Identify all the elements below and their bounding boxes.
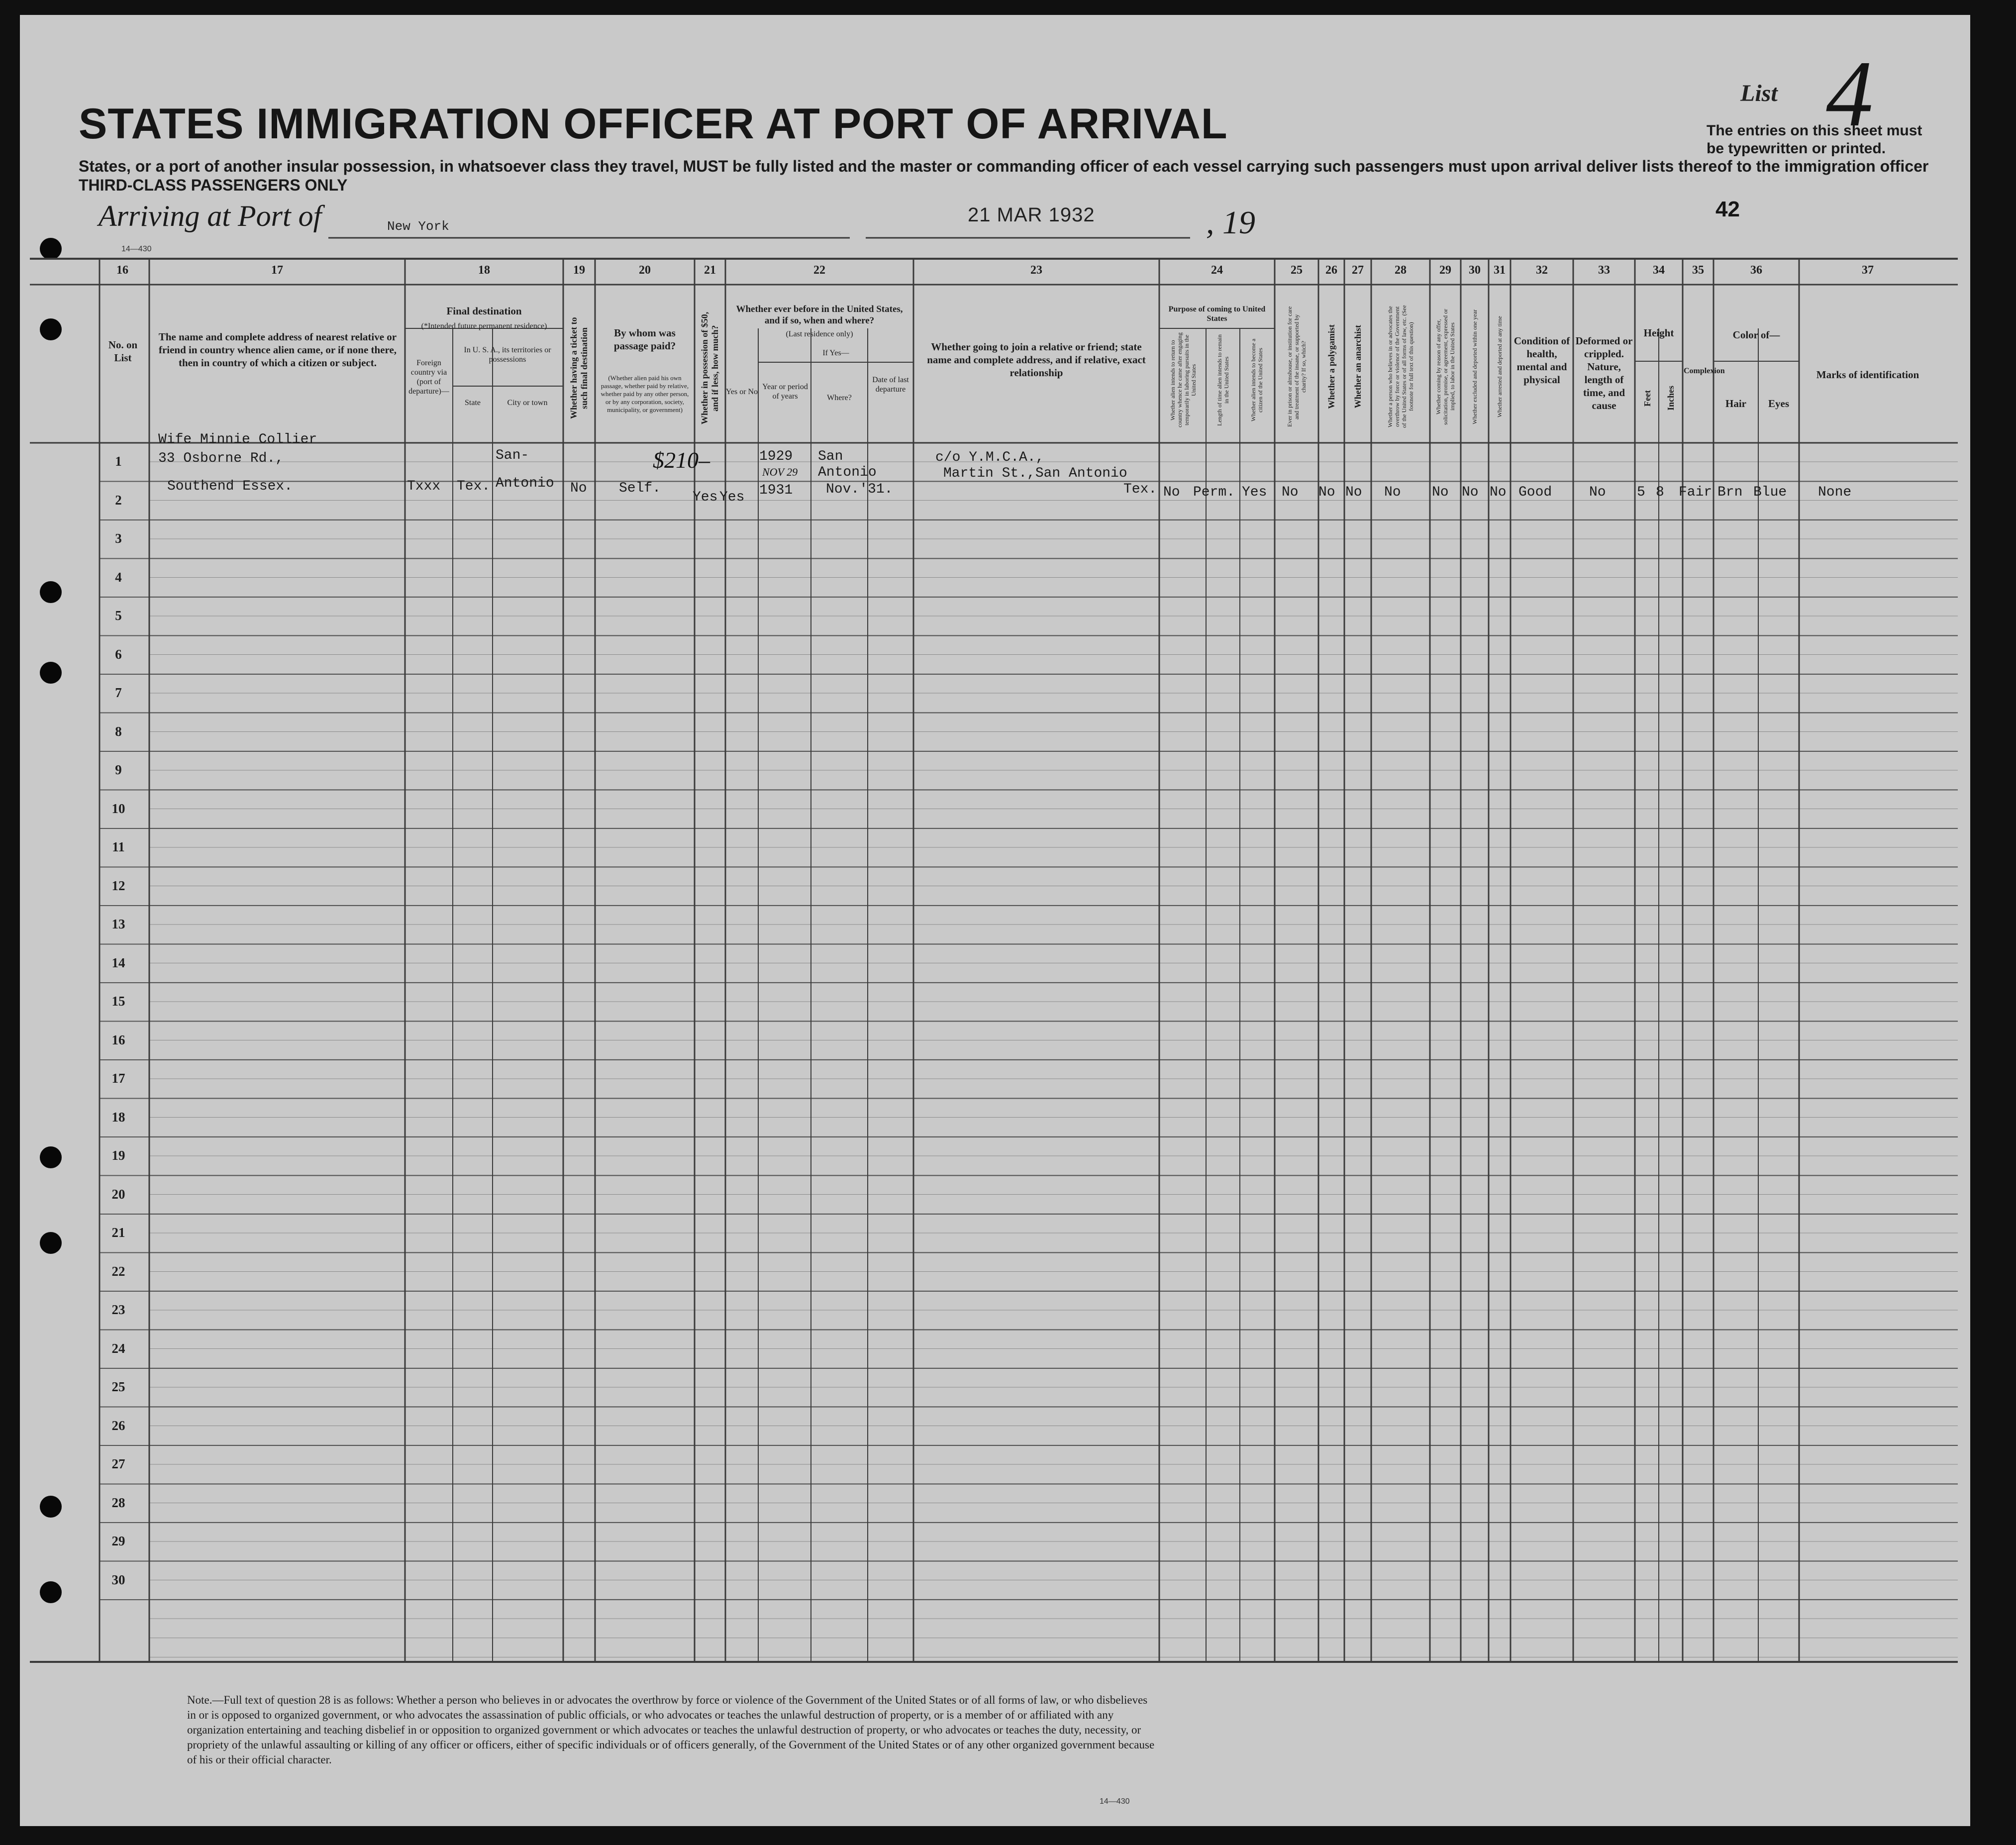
entry-complexion: Fair <box>1679 485 1713 500</box>
typed-note-line2: be typewritten or printed. <box>1707 140 1886 157</box>
row-number: 29 <box>111 1534 125 1548</box>
passenger-class-line: THIRD-CLASS PASSENGERS ONLY <box>79 176 348 194</box>
entry-q28: No <box>1384 485 1401 500</box>
header-deformed: Deformed or crippled. Nature, length of time, and cause <box>1575 335 1633 411</box>
entry-relative-line1: Wife Minnie Collier <box>158 432 317 447</box>
page-number: 42 <box>1715 197 1740 221</box>
entry-joining-line2: Martin St.,San Antonio <box>943 466 1127 481</box>
row-number: 19 <box>111 1148 125 1163</box>
list-number: 4 <box>1826 42 1873 146</box>
header-hair: Hair <box>1725 398 1746 410</box>
row-number: 7 <box>115 685 122 700</box>
entry-years-line1: 1929 <box>759 449 793 464</box>
header-list-number: No. on List <box>108 339 138 364</box>
entry-joining-line1: c/o Y.M.C.A., <box>935 450 1044 465</box>
entry-q31: No <box>1490 485 1507 500</box>
entry-hair: Brn <box>1717 485 1743 500</box>
colnum-28: 28 <box>1395 264 1407 277</box>
header-height: Height <box>1643 327 1674 339</box>
header-citizen-intent <box>1240 331 1274 429</box>
header-where: Where? <box>827 394 852 402</box>
row-number: 14 <box>111 955 125 970</box>
entry-polygamist: No <box>1318 485 1335 500</box>
row-number: 27 <box>111 1456 125 1471</box>
entry-years-annotation: NOV 29 <box>762 466 798 478</box>
row-number: 2 <box>115 492 122 508</box>
colnum-19: 19 <box>573 264 585 277</box>
header-length-of-stay-text: Length of time alien intends to remain in the United States <box>1216 334 1230 426</box>
colnum-27: 27 <box>1352 264 1364 277</box>
header-q28-text: Whether a person who believes in or advocates the overthrow by force or violence of the Government of the United States or of all forms of law, etc. (See footnote for full text of this question) <box>1387 305 1414 428</box>
colnum-16: 16 <box>116 264 128 277</box>
header-ticket-text: Whether having a ticket to such final destination <box>569 317 589 419</box>
row-number: 6 <box>115 646 122 662</box>
header-polygamist-text: Whether a polygamist <box>1326 324 1336 409</box>
header-final-destination-sub: (*Intended future permanent residence) <box>421 322 547 330</box>
colnum-22: 22 <box>813 264 825 277</box>
header-polygamist <box>1319 305 1343 429</box>
entry-foreign-country: Txxx <box>407 479 441 494</box>
form-code: 14—430 <box>121 245 152 253</box>
entry-ticket: No <box>570 481 587 496</box>
header-before-in-us: Whether ever before in the United States, and if so, when and where? <box>736 304 903 326</box>
row-number: 13 <box>111 917 125 931</box>
entry-city-line1: San- <box>496 448 529 463</box>
header-feet <box>1636 368 1659 428</box>
entry-inches: 8 <box>1656 485 1664 500</box>
entry-before-in-us: Yes <box>719 490 745 505</box>
header-return-intent <box>1160 331 1206 429</box>
entry-joining-line3: Tex. <box>1123 482 1157 497</box>
row-number: 30 <box>111 1572 125 1587</box>
list-label: List <box>1740 80 1778 106</box>
header-money-text: Whether in possession of $50, and if less, how much? <box>700 311 720 425</box>
header-q31-text: Whether arrested and deported at any time <box>1496 316 1503 417</box>
entry-anarchist: No <box>1345 485 1362 500</box>
row-number: 3 <box>115 531 122 546</box>
header-health: Condition of health, mental and physical <box>1513 335 1570 386</box>
entry-marks: None <box>1818 485 1852 500</box>
row-number: 16 <box>111 1032 125 1047</box>
header-marks: Marks of identification <box>1816 369 1919 381</box>
header-inches <box>1660 368 1682 428</box>
row-number: 12 <box>111 878 125 893</box>
footnote-code: 14—430 <box>1100 1797 1130 1806</box>
header-complexion: Complexion <box>1684 367 1725 375</box>
header-nearest-relative: The name and complete address of nearest relative or friend in country whence alien came, or if none there, then in country of which a citizen or subject. <box>158 331 397 369</box>
row-number: 17 <box>111 1071 125 1086</box>
colnum-34: 34 <box>1653 264 1665 277</box>
header-state: State <box>465 399 481 407</box>
colnum-30: 30 <box>1469 264 1481 277</box>
row-number: 26 <box>111 1418 125 1433</box>
entry-become-citizen: Yes <box>1242 485 1267 500</box>
colnum-25: 25 <box>1291 264 1303 277</box>
header-year-period: Year or period of years <box>762 383 808 401</box>
header-foreign-country: Foreign country via (port of departure)— <box>408 359 449 396</box>
colnum-23: 23 <box>1030 264 1042 277</box>
entry-q30: No <box>1462 485 1479 500</box>
entry-deformed: No <box>1589 485 1606 500</box>
header-anarchist-text: Whether an anarchist <box>1352 325 1363 409</box>
entry-state: Tex. <box>457 479 491 494</box>
header-q31 <box>1490 305 1510 429</box>
header-return-intent-text: Whether alien intends to return to country whence he came after engaging temporarily in laboring pursuits in the United States <box>1169 332 1197 428</box>
header-passage-paid-sub: (Whether alien paid his own passage, whether paid by relative, whether paid by any other person, or by any corporation, society, municipality, or government) <box>601 374 689 413</box>
row-number: 22 <box>111 1263 125 1279</box>
colnum-17: 17 <box>271 264 283 277</box>
entry-relative-line2: 33 Osborne Rd., <box>158 451 284 466</box>
entry-city-line2: Antonio <box>496 476 554 491</box>
row-number: 23 <box>111 1302 125 1317</box>
row-number: 25 <box>111 1379 125 1394</box>
row-number: 9 <box>115 762 122 777</box>
header-money <box>696 308 724 428</box>
header-eyes: Eyes <box>1768 398 1789 410</box>
typed-note-line1: The entries on this sheet must <box>1707 122 1922 139</box>
entry-prison: No <box>1282 485 1299 500</box>
row-number: 8 <box>115 723 122 739</box>
date-stamp: 21 MAR 1932 <box>968 204 1095 226</box>
entry-years-line2: 1931 <box>759 483 793 498</box>
header-anarchist <box>1345 305 1370 429</box>
colnum-18: 18 <box>478 264 490 277</box>
header-joining-relative: Whether going to join a relative or friend; state name and complete address, and if relative, exact relationship <box>927 341 1146 379</box>
entry-return-intent: No <box>1163 485 1180 500</box>
entry-where-line1: San <box>818 449 843 464</box>
colnum-26: 26 <box>1325 264 1337 277</box>
header-final-destination: Final destination <box>446 305 522 317</box>
header-q28 <box>1372 305 1429 429</box>
year-prefix: , 19 <box>1206 205 1255 241</box>
entry-relative-line3: Southend Essex. <box>167 479 293 494</box>
header-in-usa: In U. S. A., its territories or possessions <box>464 346 551 364</box>
header-if-yes: If Yes— <box>822 349 849 357</box>
entry-feet: 5 <box>1637 485 1645 500</box>
entry-eyes: Blue <box>1753 485 1787 500</box>
row-number: 4 <box>115 569 122 585</box>
footnote: Note.—Full text of question 28 is as follows: Whether a person who believes in or advocates the overthrow by force or violence of the Government of the United States or of all forms of law, or who disbelieves in or is opposed to organized government, or who advocates the assassination of public officials, or who advocates or teaches the unlawful destruction of property, or is a member of or affiliated with any organization entertaining and teaching disbelief in or opposition to organized government or which advocates or teaches the unlawful destruction of property, or who advocates or teaches the duty, necessity, or propriety of the unlawful assaulting or killing of any officer or officers, either of specific individuals or of officers generally, of the Government of the United States or of any other organized government because of his or their official character. <box>187 1694 1155 1766</box>
header-prison-text: Ever in prison or almshouse, or institution for care and treatment of the insane, or supported by charity? If so, which? <box>1286 306 1307 427</box>
row-number: 24 <box>111 1340 125 1356</box>
entry-money-note: $210– <box>653 447 710 473</box>
colnum-20: 20 <box>639 264 651 277</box>
header-length-of-stay <box>1206 331 1240 429</box>
form-title: STATES IMMIGRATION OFFICER AT PORT OF ARRIVAL <box>79 100 1228 148</box>
arriving-label: Arriving at Port of <box>99 200 322 232</box>
colnum-33: 33 <box>1598 264 1610 277</box>
entry-where-line2: Antonio <box>818 465 877 480</box>
row-number: 20 <box>111 1186 125 1202</box>
entry-health: Good <box>1518 485 1552 500</box>
header-last-departure: Date of last departure <box>872 376 909 394</box>
row-number: 5 <box>115 608 122 623</box>
colnum-24: 24 <box>1211 264 1223 277</box>
header-q29-text: Whether coming by reason of any offer, solicitation, promise, or agreement, expressed or implied, to labor in the United States <box>1435 308 1456 425</box>
row-number: 10 <box>111 801 125 816</box>
entry-has-50: Yes <box>693 490 718 505</box>
entry-passage-paid: Self. <box>619 481 661 496</box>
instructions-line: States, or a port of another insular possession, in whatsoever class they travel, MUST be fully listed and the master or commanding officer of each vessel carrying such passengers must upon arrival deliver lists thereof to the immigration officer <box>79 157 1929 175</box>
row-number: 1 <box>115 454 122 469</box>
row-number: 28 <box>111 1495 125 1510</box>
row-number: 21 <box>111 1225 125 1240</box>
colnum-36: 36 <box>1750 264 1762 277</box>
row-number: 11 <box>112 839 125 854</box>
colnum-35: 35 <box>1692 264 1704 277</box>
header-purpose: Purpose of coming to United States <box>1168 305 1266 323</box>
header-city: City or town <box>507 399 548 407</box>
entry-length-of-stay: Perm. <box>1193 485 1235 500</box>
header-passage-paid: By whom was passage paid? <box>613 327 676 352</box>
header-q30-text: Whether excluded and deported within one year <box>1471 309 1478 424</box>
colnum-31: 31 <box>1494 264 1506 277</box>
header-ticket <box>564 308 594 428</box>
entry-last-departure: Nov.'31. <box>826 482 893 497</box>
row-number: 18 <box>111 1109 125 1125</box>
colnum-21: 21 <box>704 264 716 277</box>
header-color-of: Color of— <box>1732 329 1780 341</box>
header-inches-text: Inches <box>1665 385 1676 410</box>
header-q30 <box>1462 305 1488 429</box>
header-q29 <box>1431 305 1460 429</box>
header-yes-no: Yes or No <box>725 388 758 396</box>
row-number: 15 <box>111 994 125 1009</box>
header-prison <box>1276 305 1317 429</box>
colnum-37: 37 <box>1862 264 1874 277</box>
colnum-29: 29 <box>1439 264 1451 277</box>
entry-q29: No <box>1432 485 1449 500</box>
header-last-residence: (Last residence only) <box>786 330 853 338</box>
port-of-arrival: New York <box>387 219 449 234</box>
colnum-32: 32 <box>1536 264 1548 277</box>
header-feet-text: Feet <box>1642 390 1652 407</box>
header-citizen-intent-text: Whether alien intends to become a citizen of the United States <box>1250 338 1264 422</box>
